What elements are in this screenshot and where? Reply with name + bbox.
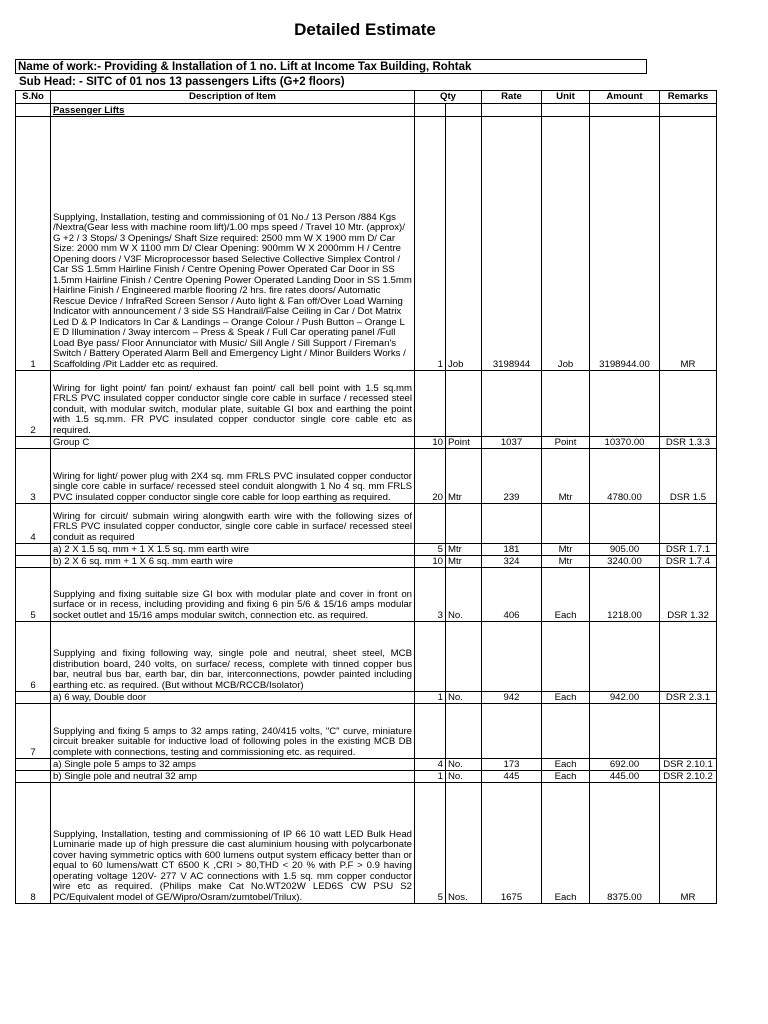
sub-item-amount: 445.00 <box>590 771 660 783</box>
sub-head: Sub Head: - SITC of 01 nos 13 passengers Lifts (G+2 floors) <box>19 76 345 88</box>
item-qty-unit: Job <box>446 117 482 371</box>
item-rate: 3198944 <box>482 117 542 371</box>
table-row <box>16 556 717 568</box>
sub-item-remarks: DSR 1.7.4 <box>660 556 717 568</box>
col-header-sno: S.No <box>16 91 51 104</box>
col-header-amount: Amount <box>590 91 660 104</box>
col-header-unit: Unit <box>542 91 590 104</box>
header-row <box>16 91 717 104</box>
section-title: Passenger Lifts <box>53 104 125 116</box>
sub-item-remarks: DSR 2.10.1 <box>660 759 717 771</box>
sub-item-qty: 10 <box>415 556 446 568</box>
item-qty: 1 <box>415 117 446 371</box>
item-description: Wiring for circuit/ submain wiring alongwith earth wire with the following sizes of FRLS PVC insulated copper conductor, single core cable in surface/ recessed steel conduit as required <box>51 504 415 544</box>
sub-item-amount: 905.00 <box>590 544 660 556</box>
sub-item-qty: 1 <box>415 692 446 704</box>
col-header-description: Description of Item <box>51 91 415 104</box>
sub-item-rate: 324 <box>482 556 542 568</box>
item-qty: 20 <box>415 449 446 504</box>
item-description: Wiring for light/ power plug with 2X4 sq. mm FRLS PVC insulated copper conductor single core cable in surface/ recessed steel conduit alongwith 1 No 4 sq. mm FRLS PVC insulated copper conductor single core cable for loop earthing as required. <box>51 449 415 504</box>
item-amount: 8375.00 <box>590 783 660 904</box>
sub-item-rate: 173 <box>482 759 542 771</box>
table-row <box>16 704 717 759</box>
sub-item-label: b) 2 X 6 sq. mm + 1 X 6 sq. mm earth wire <box>51 556 415 568</box>
item-remarks: DSR 1.32 <box>660 568 717 622</box>
sub-item-qty-unit: Mtr <box>446 556 482 568</box>
table-row <box>16 117 717 371</box>
sub-item-qty: 10 <box>415 437 446 449</box>
item-qty-unit: Nos. <box>446 783 482 904</box>
item-unit: Job <box>542 117 590 371</box>
item-sno: 8 <box>16 783 51 904</box>
col-header-qty: Qty <box>415 91 482 104</box>
table-row <box>16 371 717 437</box>
item-sno: 6 <box>16 622 51 692</box>
table-row <box>16 783 717 904</box>
sub-item-qty: 4 <box>415 759 446 771</box>
item-qty-unit: Mtr <box>446 449 482 504</box>
sub-item-rate: 445 <box>482 771 542 783</box>
sub-item-amount: 3240.00 <box>590 556 660 568</box>
col-header-rate: Rate <box>482 91 542 104</box>
sub-item-amount: 942.00 <box>590 692 660 704</box>
sub-item-rate: 181 <box>482 544 542 556</box>
item-description: Supplying, Installation, testing and commissioning of 01 No./ 13 Person /884 Kgs /Nextra(Gear less with machine room lift)/1.00 mps speed / Travel 10 Mtr. (approx)/ G +2 / 3 Stops/ 3 Openings/ Shaft Size required: 2500 mm W X 1900 mm D/ Car Size: 2000 mm W X 1100 mm D/ Clear Opening: 900mm W X 2000mm H / Centre Opening doors / V3F Microprocessor based Selective Collective Simplex Control / Car SS 1.5mm Hairline Finish / Centre Opening Power Operated Car Door in SS 1.5mm Hairline Finish / Centre Opening Power Operated Landing Door in SS 1.5mm Hairline Finish / Engineered marble flooring /2 hrs. fire rates doors/ Automatic Rescue Device / InfraRed Screen Sensor / Auto light & Fan off/Over Load Warning Indicator with announcement / 3 side SS Handrail/False Ceiling in Car / Dot Matrix Led D & P Indicators In Car & Landings – Orange Colour / Push Button – Orange L E D Illumination / 3way intercom – Press & Speak / Full Car operating panel /Full Load Bye pass/ Floor Annunciator with Music/ Sill Angle / Sill Support / Fireman's Switch / Battery Operated Alarm Bell and Emergency Light / Minor Builders Works / Scaffolding /Pit Ladder etc as required. <box>51 117 415 371</box>
sub-item-label: a) Single pole 5 amps to 32 amps <box>51 759 415 771</box>
sub-item-unit: Mtr <box>542 556 590 568</box>
sub-item-unit: Mtr <box>542 544 590 556</box>
sub-item-unit: Point <box>542 437 590 449</box>
table-row <box>16 568 717 622</box>
name-of-work: Name of work:- Providing & Installation of 1 no. Lift at Income Tax Building, Rohtak <box>15 59 647 74</box>
item-sno: 3 <box>16 449 51 504</box>
table-row <box>16 759 717 771</box>
item-qty-unit: No. <box>446 568 482 622</box>
sub-item-unit: Each <box>542 771 590 783</box>
item-amount: 1218.00 <box>590 568 660 622</box>
item-sno: 1 <box>16 117 51 371</box>
table-row <box>16 544 717 556</box>
item-remarks: MR <box>660 117 717 371</box>
sub-item-qty-unit: Mtr <box>446 544 482 556</box>
sub-item-qty: 5 <box>415 544 446 556</box>
table-row <box>16 504 717 544</box>
table-row <box>16 622 717 692</box>
sub-item-remarks: DSR 1.3.3 <box>660 437 717 449</box>
sub-item-amount: 692.00 <box>590 759 660 771</box>
item-qty: 5 <box>415 783 446 904</box>
sub-item-rate: 942 <box>482 692 542 704</box>
sub-item-remarks: DSR 2.10.2 <box>660 771 717 783</box>
sub-item-remarks: DSR 2.3.1 <box>660 692 717 704</box>
item-sno: 2 <box>16 371 51 437</box>
sub-item-unit: Each <box>542 692 590 704</box>
sub-item-label: Group C <box>51 437 415 449</box>
item-amount: 3198944.00 <box>590 117 660 371</box>
sub-item-rate: 1037 <box>482 437 542 449</box>
table-row <box>16 771 717 783</box>
table-row <box>16 437 717 449</box>
sub-item-qty: 1 <box>415 771 446 783</box>
estimate-table <box>15 90 717 904</box>
item-description: Supplying and fixing suitable size GI box with modular plate and cover in front on surface or in recess, including providing and fixing 6 pin 5/6 & 15/16 amps modular socket outlet and 15/16 amps modular switch, connection etc. as required. <box>51 568 415 622</box>
item-sno: 4 <box>16 504 51 544</box>
col-header-remarks: Remarks <box>660 91 717 104</box>
table-row <box>16 692 717 704</box>
sub-item-label: a) 2 X 1.5 sq. mm + 1 X 1.5 sq. mm earth wire <box>51 544 415 556</box>
sub-item-qty-unit: No. <box>446 771 482 783</box>
sub-item-label: a) 6 way, Double door <box>51 692 415 704</box>
sub-item-remarks: DSR 1.7.1 <box>660 544 717 556</box>
item-remarks: MR <box>660 783 717 904</box>
table-row <box>16 449 717 504</box>
item-rate: 239 <box>482 449 542 504</box>
item-description: Wiring for light point/ fan point/ exhaust fan point/ call bell point with 1.5 sq.mm FRLS PVC insulated copper conductor single core cable in surface / recessed steel conduit, with modular switch, modular plate, suitable GI box and earthing the point with 1.5 sq.mm. FR PVC insulated copper conductor single core cable etc as required. <box>51 371 415 437</box>
item-rate: 1675 <box>482 783 542 904</box>
sub-item-amount: 10370.00 <box>590 437 660 449</box>
item-description: Supplying, Installation, testing and commissioning of IP 66 10 watt LED Bulk Head Luminarie made up of high pressure die cast aluminium housing with polycarbonate cover having symmetric optics with 600 lumens output system efficacy better than or equal to 60 lumens/watt CT 6500 K ,CRI > 80,THD < 20 % with P.F > 0.9 having operating voltage 120V- 277 V AC connections with 1.5 sq. mm copper conductor wire etc as required. (Philips make Cat No.WT202W LED6S CW PSU S2 PC/Equivalent model of GE/Wipro/Osram/zumtobel/Trilux). <box>51 783 415 904</box>
item-remarks: DSR 1.5 <box>660 449 717 504</box>
item-rate: 406 <box>482 568 542 622</box>
item-sno: 5 <box>16 568 51 622</box>
item-description: Supplying and fixing following way, single pole and neutral, sheet steel, MCB distribution board, 240 volts, on surface/ recess, complete with tinned copper bus bar, neutral bus bar, earth bar, din bar, interconnections, powder painted including earthing etc. as required. (But without MCB/RCCB/Isolator) <box>51 622 415 692</box>
item-description: Supplying and fixing 5 amps to 32 amps rating, 240/415 volts, "C" curve, miniature circuit breaker suitable for inductive load of following poles in the existing MCB DB complete with connections, testing and commissioning etc. as required. <box>51 704 415 759</box>
sub-item-qty-unit: No. <box>446 759 482 771</box>
sub-item-qty-unit: Point <box>446 437 482 449</box>
item-unit: Mtr <box>542 449 590 504</box>
item-amount: 4780.00 <box>590 449 660 504</box>
page-title: Detailed Estimate <box>294 20 436 39</box>
sub-item-unit: Each <box>542 759 590 771</box>
item-unit: Each <box>542 783 590 904</box>
sub-item-qty-unit: No. <box>446 692 482 704</box>
item-qty: 3 <box>415 568 446 622</box>
item-unit: Each <box>542 568 590 622</box>
sub-item-label: b) Single pole and neutral 32 amp <box>51 771 415 783</box>
item-sno: 7 <box>16 704 51 759</box>
section-row <box>16 104 717 117</box>
